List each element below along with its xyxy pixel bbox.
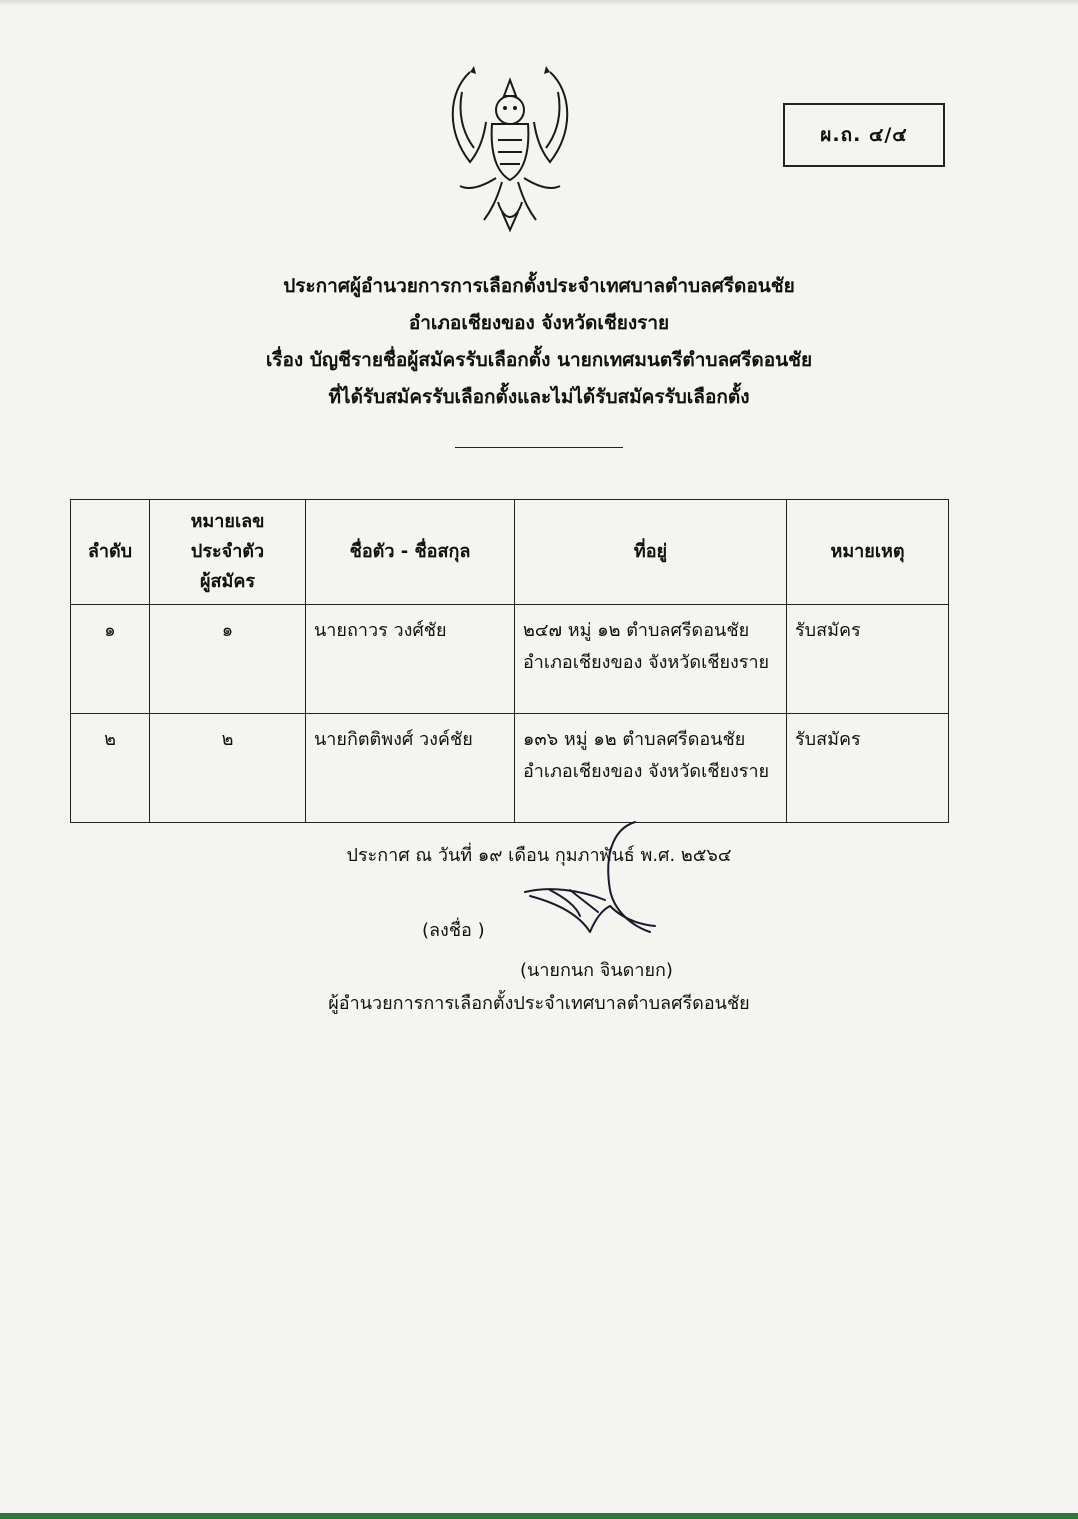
cell-no: ๑ — [71, 605, 150, 714]
address-line-2: อำเภอเชียงของ จังหวัดเชียงราย — [523, 761, 770, 782]
address-line-2: อำเภอเชียงของ จังหวัดเชียงราย — [523, 652, 770, 673]
cell-candidate-id: ๑ — [150, 605, 306, 714]
header-candidate-id — [150, 500, 306, 605]
form-code: ผ.ถ. ๔/๔ — [820, 124, 908, 146]
cell-name: นายกิตติพงศ์ วงค์ชัย — [306, 714, 515, 823]
header-id-line-2: ประจำตัว — [190, 541, 265, 562]
page-top-edge — [0, 0, 1078, 6]
candidate-table — [70, 499, 949, 823]
header-id-line-3: ผู้สมัคร — [199, 571, 256, 592]
address-line-1: ๒๔๗ หมู่ ๑๒ ตำบลศรีดอนชัย — [523, 620, 750, 641]
page-bottom-edge — [0, 1513, 1078, 1519]
header-address: ที่อยู่ — [515, 500, 787, 605]
table-row — [71, 605, 949, 714]
cell-remark: รับสมัคร — [787, 714, 949, 823]
cell-remark: รับสมัคร — [787, 605, 949, 714]
announcement-heading — [0, 268, 1078, 416]
announcement-date: ประกาศ ณ วันที่ ๑๙ เดือน กุมภาพันธ์ พ.ศ. ๒๕๖๔ — [346, 845, 732, 866]
header-no: ลำดับ — [71, 500, 150, 605]
cell-address — [515, 714, 787, 823]
header-name: ชื่อตัว - ชื่อสกุล — [306, 500, 515, 605]
cell-address — [515, 605, 787, 714]
table-row — [71, 714, 949, 823]
handwritten-signature — [510, 820, 660, 940]
table-header-row — [71, 500, 949, 605]
header-id-line-1: หมายเลข — [190, 511, 265, 532]
heading-line-4: ที่ได้รับสมัครรับเลือกตั้งและไม่ได้รับสมัครรับเลือกตั้ง — [328, 386, 750, 408]
cell-candidate-id: ๒ — [150, 714, 306, 823]
signature-label: (ลงชื่อ ) — [422, 920, 485, 941]
garuda-emblem-icon — [440, 62, 580, 234]
header-remark: หมายเหตุ — [787, 500, 949, 605]
form-code-box — [783, 103, 945, 167]
heading-line-3: เรื่อง บัญชีรายชื่อผู้สมัครรับเลือกตั้ง นายกเทศมนตรีตำบลศรีดอนชัย — [265, 349, 813, 371]
signer-name: (นายกนก จินดายก) — [520, 960, 673, 981]
heading-line-1: ประกาศผู้อำนวยการการเลือกตั้งประจำเทศบาลตำบลศรีดอนชัย — [283, 275, 795, 297]
cell-name: นายถาวร วงศ์ชัย — [306, 605, 515, 714]
signer-position: ผู้อำนวยการการเลือกตั้งประจำเทศบาลตำบลศรีดอนชัย — [328, 993, 750, 1014]
cell-no: ๒ — [71, 714, 150, 823]
heading-line-2: อำเภอเชียงของ จังหวัดเชียงราย — [408, 312, 670, 334]
heading-divider — [455, 447, 623, 448]
address-line-1: ๑๓๖ หมู่ ๑๒ ตำบลศรีดอนชัย — [523, 729, 746, 750]
